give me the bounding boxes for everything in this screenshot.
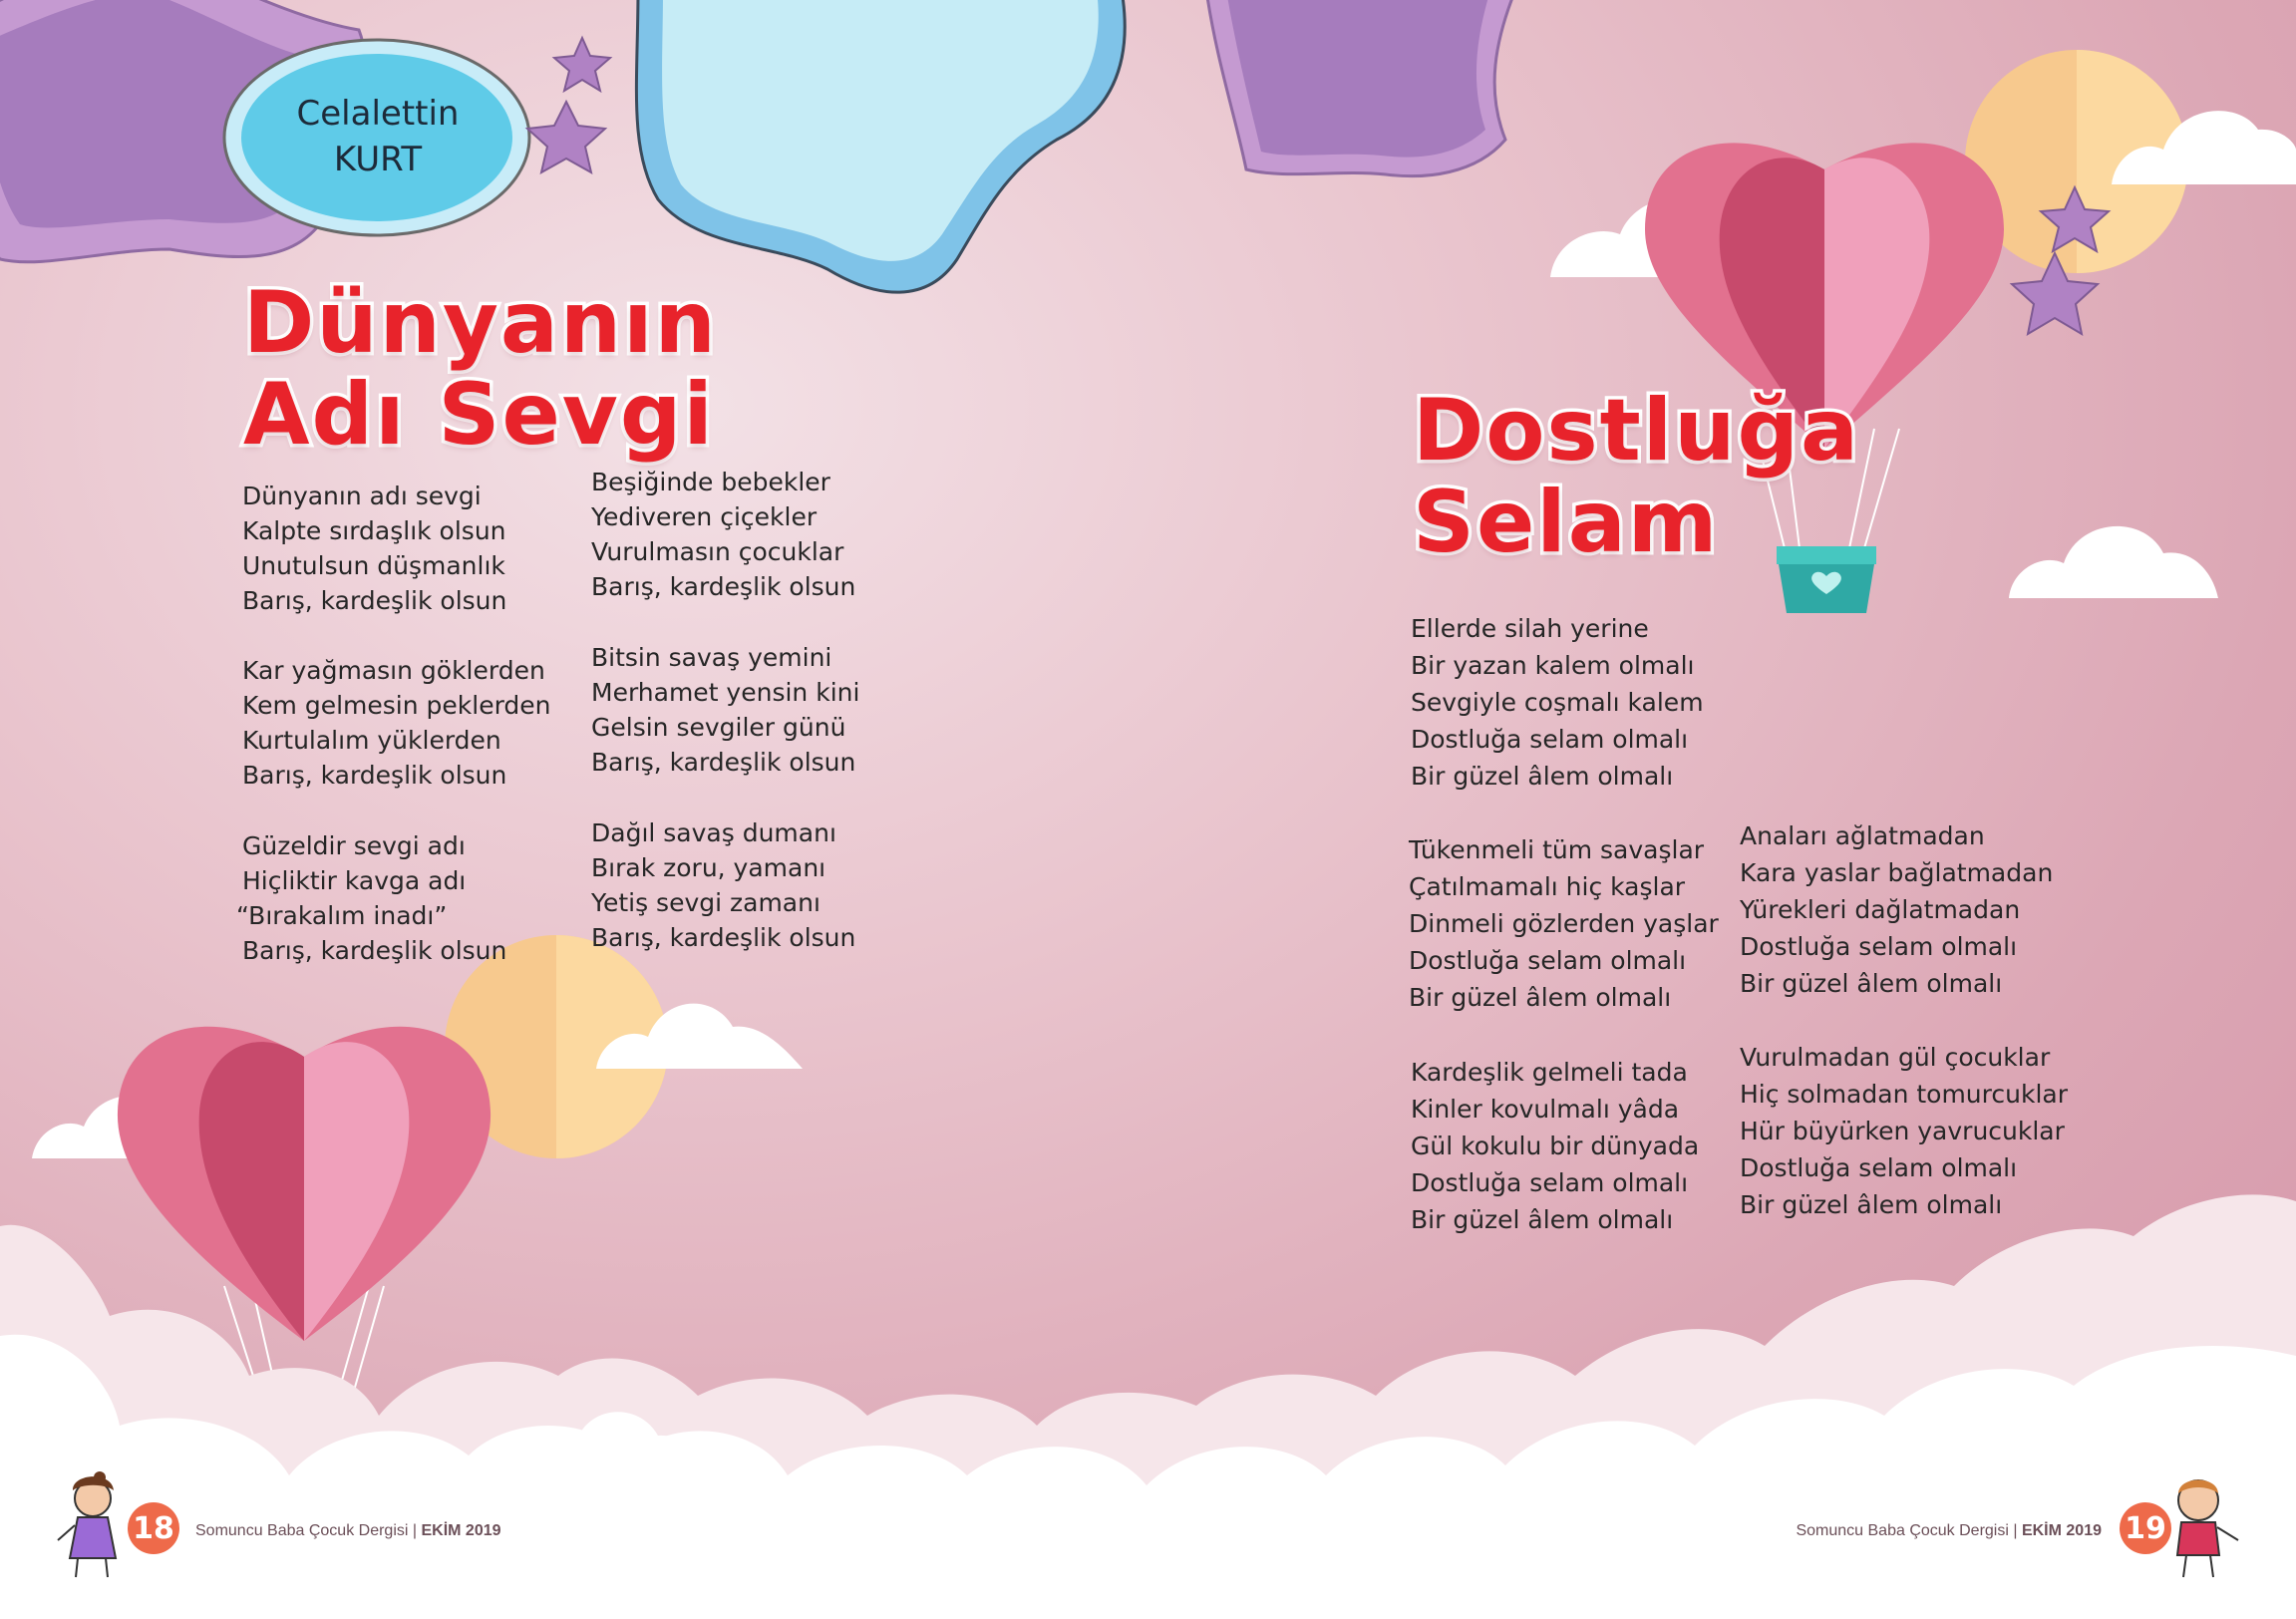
poem-line: Güzeldir sevgi adı: [242, 831, 466, 860]
left-poem-col1-stanza1: [242, 479, 506, 618]
poem-line: Bir yazan kalem olmalı: [1411, 651, 1695, 680]
poem-line: Bir güzel âlem olmalı: [1409, 983, 1672, 1012]
poem-line: Unutulsun düşmanlık: [242, 551, 505, 580]
page-number-left: 18: [128, 1502, 179, 1554]
right-poem-col1-stanza1: [1411, 610, 1704, 795]
left-poem-col1-stanza2: [242, 653, 551, 793]
footer-left: [195, 1522, 501, 1540]
poem-line: Yürekleri dağlatmadan: [1740, 895, 2021, 924]
poem-line: Barış, kardeşlik olsun: [591, 572, 856, 601]
poem-line: Bitsin savaş yemini: [591, 643, 832, 672]
blue-frame-decoration: [636, 0, 1125, 292]
poem-line: Tükenmeli tüm savaşlar: [1409, 835, 1705, 864]
poem-line: Vurulmadan gül çocuklar: [1740, 1043, 2051, 1072]
poem-line: Çatılmamalı hiç kaşlar: [1409, 872, 1686, 901]
right-poem-title-line2: Selam: [1413, 473, 1720, 572]
left-poem-title-line2: Adı Sevgi: [243, 365, 715, 465]
right-poem-col1-stanza3: [1411, 1054, 1699, 1238]
star-top-middle-decoration: [1206, 0, 1515, 176]
left-poem-col2-stanza2: [591, 640, 859, 780]
poem-line: Sevgiyle coşmalı kalem: [1411, 688, 1704, 717]
right-poem-title-line1: Dostluğa: [1413, 381, 1861, 481]
small-stars-decoration: [527, 38, 610, 172]
left-poem-col2-stanza3: [591, 815, 855, 955]
author-name: [253, 62, 502, 211]
poem-line: Barış, kardeşlik olsun: [242, 761, 507, 790]
poem-line: Kardeşlik gelmeli tada: [1411, 1058, 1688, 1087]
poem-line: Barış, kardeşlik olsun: [242, 586, 507, 615]
author-first-name: Celalettin: [296, 94, 460, 134]
poem-line: Gelsin sevgiler günü: [591, 713, 846, 742]
poem-line: Dünyanın adı sevgi: [242, 482, 482, 510]
right-poem-title: [1413, 381, 1861, 572]
footer-issue: EKİM 2019: [421, 1522, 501, 1539]
poem-line: Kalpte sırdaşlık olsun: [242, 516, 506, 545]
poem-line: Kara yaslar bağlatmadan: [1740, 858, 2054, 887]
footer-magazine-name: Somuncu Baba Çocuk Dergisi: [195, 1522, 409, 1539]
poem-line: Dostluğa selam olmalı: [1409, 946, 1687, 975]
left-poem-title-line1: Dünyanın: [243, 273, 718, 373]
poem-line: Hür büyürken yavrucuklar: [1740, 1117, 2065, 1145]
poem-line: Anaları ağlatmadan: [1740, 821, 1985, 850]
poem-line: Dinmeli gözlerden yaşlar: [1409, 909, 1719, 938]
footer-separator: |: [408, 1522, 422, 1539]
poem-line: Gül kokulu bir dünyada: [1411, 1132, 1700, 1160]
poem-line: Ellerde silah yerine: [1411, 614, 1649, 643]
footer-right: [1796, 1522, 2102, 1540]
poem-line: Kinler kovulmalı yâda: [1411, 1095, 1680, 1124]
poem-line: Bırak zoru, yamanı: [591, 853, 826, 882]
poem-line: “Bırakalım inadı”: [236, 901, 448, 930]
right-poem-col2-stanza2: [1740, 1039, 2068, 1223]
poem-line: Dostluğa selam olmalı: [1411, 1168, 1689, 1197]
left-poem-title: [243, 273, 718, 465]
poem-line: Dostluğa selam olmalı: [1411, 725, 1689, 754]
poem-line: Yetiş sevgi zamanı: [591, 888, 820, 917]
author-last-name: KURT: [333, 140, 423, 179]
poem-line: Barış, kardeşlik olsun: [242, 936, 507, 965]
poem-line: Dostluğa selam olmalı: [1740, 932, 2018, 961]
poem-line: Hiç solmadan tomurcuklar: [1740, 1080, 2068, 1109]
poem-line: Kar yağmasın göklerden: [242, 656, 545, 685]
poem-line: Dostluğa selam olmalı: [1740, 1153, 2018, 1182]
poem-line: Beşiğinde bebekler: [591, 468, 830, 496]
right-poem-col2-stanza1: [1740, 817, 2053, 1002]
right-poem-col1-stanza2: [1409, 831, 1719, 1016]
footer-magazine-name: Somuncu Baba Çocuk Dergisi: [1796, 1522, 2009, 1539]
poem-line: Bir güzel âlem olmalı: [1411, 762, 1674, 791]
poem-line: Yediveren çiçekler: [591, 502, 818, 531]
page-number-right: 19: [2120, 1502, 2171, 1554]
poem-line: Bir güzel âlem olmalı: [1740, 969, 2003, 998]
poem-line: Dağıl savaş dumanı: [591, 818, 836, 847]
poem-line: Bir güzel âlem olmalı: [1411, 1205, 1674, 1234]
poem-line: Barış, kardeşlik olsun: [591, 923, 856, 952]
footer-issue: EKİM 2019: [2021, 1522, 2102, 1539]
poem-line: Bir güzel âlem olmalı: [1740, 1190, 2003, 1219]
poem-line: Hiçliktir kavga adı: [242, 866, 467, 895]
poem-line: Vurulmasın çocuklar: [591, 537, 844, 566]
left-poem-col2-stanza1: [591, 465, 855, 604]
left-poem-col1-stanza3: [236, 828, 506, 968]
poem-line: Kem gelmesin peklerden: [242, 691, 551, 720]
poem-line: Barış, kardeşlik olsun: [591, 748, 856, 777]
poem-line: Merhamet yensin kini: [591, 678, 860, 707]
poem-line: Kurtulalım yüklerden: [242, 726, 501, 755]
footer-separator: |: [2008, 1522, 2022, 1539]
